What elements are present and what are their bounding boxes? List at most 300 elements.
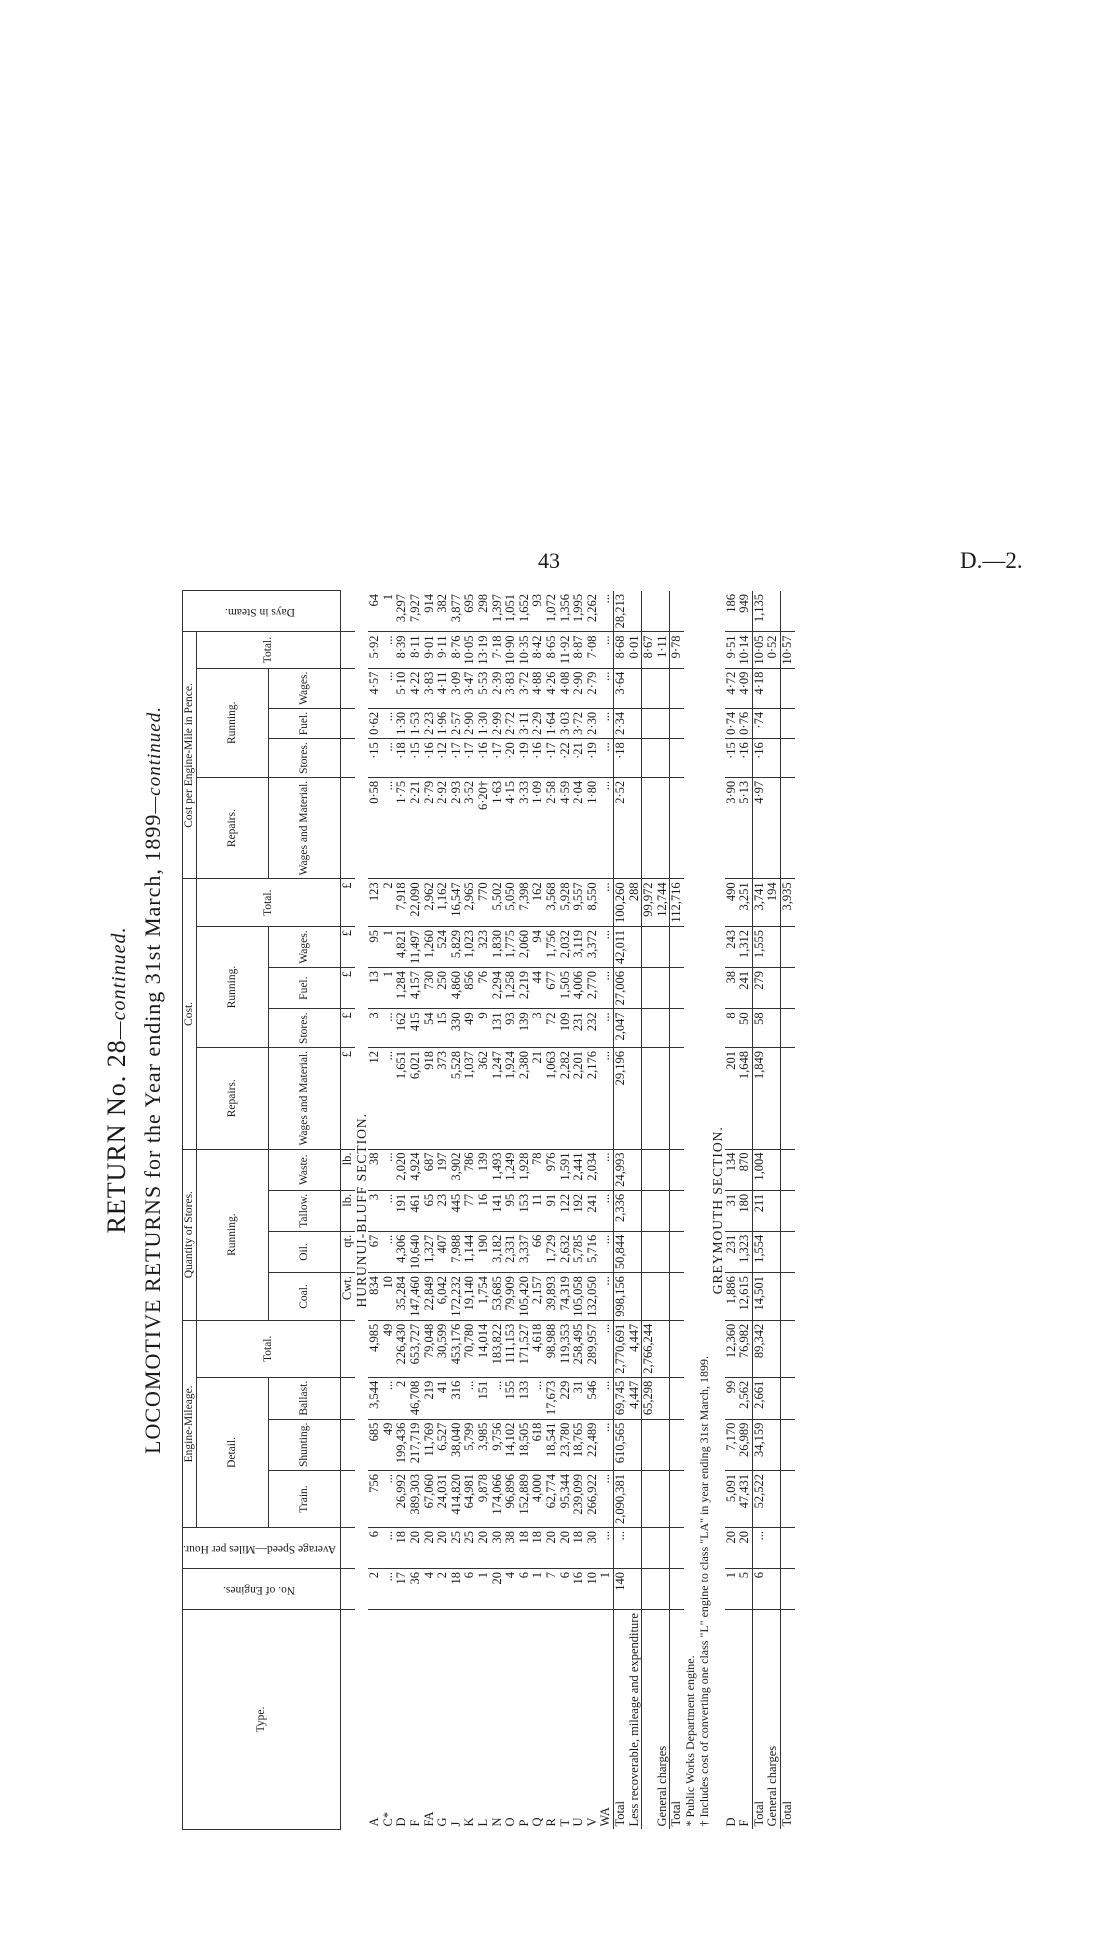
table-cell: 152,889	[518, 1471, 532, 1528]
table-cell: 6	[559, 1569, 573, 1610]
col-cost-fuel: Fuel.	[269, 967, 341, 1008]
table-cell: ...	[599, 1528, 613, 1569]
table-cell: 50	[738, 1009, 752, 1048]
gm-general-charges-row-cell: 0·52	[766, 632, 780, 668]
table-cell: 4	[504, 1569, 518, 1610]
col-cpm-total: Total.	[197, 632, 341, 668]
less-recoverable-row-empty	[628, 708, 642, 738]
table-cell: 4,860	[450, 967, 464, 1008]
table-cell: 5,829	[450, 927, 464, 968]
page-number: 43	[538, 548, 560, 573]
table-cell: 1,072	[545, 591, 559, 632]
table-cell: 1,754	[477, 1273, 491, 1321]
table-cell: ·17	[463, 739, 477, 778]
table-cell: 4,000	[531, 1471, 545, 1528]
total-cell: 52,522	[752, 1471, 766, 1528]
total-cell: 2·52	[613, 777, 627, 879]
col-days-steam	[183, 591, 341, 632]
gm-general-charges-row-empty	[766, 1471, 780, 1528]
section-row	[355, 591, 369, 1830]
subtotal-row-empty	[642, 1009, 656, 1048]
table-cell: ...	[491, 1377, 505, 1419]
less-recoverable-row-empty	[628, 1231, 642, 1272]
row-type: L	[476, 1818, 491, 1827]
general-charges-row-cell: 1·11	[656, 632, 670, 668]
gm-general-charges-row-empty	[766, 777, 780, 879]
table-cell: 2,176	[586, 1047, 600, 1149]
gm-general-charges-row-empty	[766, 1009, 780, 1048]
unit-cell: £	[341, 1047, 355, 1149]
table-cell: 5·53	[477, 668, 491, 708]
table-cell: 1,284	[395, 967, 409, 1008]
general-charges-row-empty	[656, 1419, 670, 1470]
table-cell: 3,568	[545, 879, 559, 927]
general-charges-row-empty	[656, 1047, 670, 1149]
table-cell: 2,770	[586, 967, 600, 1008]
table-cell: ...	[599, 1419, 613, 1470]
table-cell: 99	[725, 1377, 739, 1419]
table-cell: 1	[599, 1569, 613, 1610]
grand-total-row-empty	[670, 1047, 684, 1149]
table-row	[382, 591, 396, 1830]
less-recoverable-row-cell: 4,447	[628, 1320, 642, 1377]
table-cell: 35,284	[395, 1273, 409, 1321]
table-cell: 4,618	[531, 1320, 545, 1377]
table-cell: 2·39	[491, 668, 505, 708]
table-row	[504, 591, 518, 1830]
table-cell: 26,989	[738, 1419, 752, 1470]
table-cell: 25	[450, 1528, 464, 1569]
table-cell: 190	[477, 1231, 491, 1272]
table-cell: 30	[586, 1528, 600, 1569]
table-cell: 1,651	[395, 1047, 409, 1149]
table-cell: 490	[725, 879, 739, 927]
table-row	[477, 591, 491, 1830]
subtotal-row-empty	[642, 1149, 656, 1190]
table-cell: 3·72	[518, 668, 532, 708]
table-cell: 4,306	[395, 1231, 409, 1272]
table-cell: 3·52	[463, 777, 477, 879]
less-recoverable-row-empty	[628, 1009, 642, 1048]
table-cell: ·15	[409, 739, 423, 778]
total-cell: 1,135	[752, 591, 766, 632]
table-cell: 2·90	[572, 668, 586, 708]
col-oil: Oil.	[269, 1231, 341, 1272]
table-cell: 2·29	[531, 708, 545, 738]
less-recoverable-row-label: Less recoverable, mileage and expenditure	[626, 1613, 641, 1827]
table-cell: 1,648	[738, 1047, 752, 1149]
table-row	[436, 591, 450, 1830]
table-cell: 4·08	[559, 668, 573, 708]
table-cell: 2,380	[518, 1047, 532, 1149]
table-cell: 20	[409, 1528, 423, 1569]
col-avg-speed-label: Average Speed—Miles per Hour.	[183, 1542, 337, 1555]
table-cell: 232	[586, 1009, 600, 1048]
table-row	[531, 591, 545, 1830]
table-cell: 2,201	[572, 1047, 586, 1149]
gm-general-charges-row-empty	[766, 927, 780, 968]
table-cell: ·15	[725, 739, 739, 778]
gm-general-charges-row-empty	[766, 1190, 780, 1231]
table-cell: 122	[559, 1190, 573, 1231]
total-cell: 4·18	[752, 668, 766, 708]
table-cell: 10·90	[504, 632, 518, 668]
table-cell: 10,640	[409, 1231, 423, 1272]
table-cell: 4·15	[504, 777, 518, 879]
table-cell: 2,157	[531, 1273, 545, 1321]
gm-general-charges-row-empty	[766, 1569, 780, 1610]
table-cell: 2	[368, 1569, 382, 1610]
less-recoverable-row	[628, 591, 642, 1830]
table-cell: 23	[436, 1190, 450, 1231]
table-cell: 7·18	[491, 632, 505, 668]
table-cell: 1,023	[463, 927, 477, 968]
gm-general-charges-row-empty	[766, 1377, 780, 1419]
total-cell: 279	[752, 967, 766, 1008]
col-tallow: Tallow.	[269, 1190, 341, 1231]
main-title-cont: —continued.	[144, 706, 165, 814]
table-cell: 695	[463, 591, 477, 632]
gm-general-charges-row-empty	[766, 1528, 780, 1569]
table-cell: 5,785	[572, 1231, 586, 1272]
table-cell: 2·04	[572, 777, 586, 879]
table-cell: 4·72	[725, 668, 739, 708]
subtotal-row-empty	[642, 1231, 656, 1272]
table-cell: 217,719	[409, 1419, 423, 1470]
less-recoverable-row-empty	[628, 1419, 642, 1470]
table-cell: 3,544	[368, 1377, 382, 1419]
grand-total-row-empty	[670, 668, 684, 708]
table-cell: 976	[545, 1149, 559, 1190]
total-cell: 2,336	[613, 1190, 627, 1231]
table-cell: 2,632	[559, 1231, 573, 1272]
table-cell: ...	[382, 1569, 396, 1610]
general-charges-row-label: General charges	[654, 1745, 669, 1827]
row-type: G	[435, 1817, 450, 1827]
table-cell: 0·58	[368, 777, 382, 879]
table-cell: 10·14	[738, 632, 752, 668]
table-cell: ...	[599, 1320, 613, 1377]
table-cell: 5·92	[368, 632, 382, 668]
table-cell: 1·63	[491, 777, 505, 879]
general-charges-row-empty	[656, 1320, 670, 1377]
less-recoverable-row-empty	[628, 1273, 642, 1321]
table-cell: 1,260	[423, 927, 437, 968]
table-cell: 7,398	[518, 879, 532, 927]
table-cell: 162	[531, 879, 545, 927]
table-cell: 192	[572, 1190, 586, 1231]
table-cell: ·17	[450, 739, 464, 778]
table-cell: 119,353	[559, 1320, 573, 1377]
table-cell: 241	[738, 967, 752, 1008]
table-cell: 64	[368, 591, 382, 632]
col-cost-running: Running.	[197, 927, 269, 1048]
row-type: K	[462, 1817, 477, 1827]
total-cell: 69,745	[613, 1377, 627, 1419]
table-cell: ...	[531, 1377, 545, 1419]
table-cell: 3	[368, 1190, 382, 1231]
gm-general-charges-row-empty	[766, 591, 780, 632]
row-type: T	[557, 1818, 572, 1827]
col-detail: Detail.	[197, 1377, 269, 1527]
row-type: FA	[421, 1811, 436, 1827]
general-charges-row-empty	[656, 1231, 670, 1272]
gm-general-charges-row-empty	[766, 708, 780, 738]
table-cell: 6,042	[436, 1273, 450, 1321]
table-cell: 14,014	[477, 1320, 491, 1377]
table-cell: 18,505	[518, 1419, 532, 1470]
table-row	[450, 591, 464, 1830]
row-type: F	[737, 1819, 752, 1827]
table-cell: 2,060	[518, 927, 532, 968]
table-cell: 2,962	[423, 879, 437, 927]
table-cell: 918	[423, 1047, 437, 1149]
subtotal-row-cell: 8·67	[642, 632, 656, 668]
general-charges-row-empty	[656, 1009, 670, 1048]
table-cell: 677	[545, 967, 559, 1008]
table-cell: 65	[423, 1190, 437, 1231]
table-cell: 1,323	[738, 1231, 752, 1272]
table-cell: 76,982	[738, 1320, 752, 1377]
table-cell: 18,765	[572, 1419, 586, 1470]
table-cell: ...	[599, 777, 613, 879]
table-cell: 2·93	[450, 777, 464, 879]
table-cell: 4,157	[409, 967, 423, 1008]
table-cell: 12,615	[738, 1273, 752, 1321]
table-cell: 9·51	[725, 632, 739, 668]
unit-cell: £	[341, 1009, 355, 1048]
total-cell: 211	[752, 1190, 766, 1231]
table-cell: 3·09	[450, 668, 464, 708]
gm-grand-total-row	[781, 591, 795, 1830]
table-cell: 13·19	[477, 632, 491, 668]
table-cell: 219	[423, 1377, 437, 1419]
table-cell: 6	[518, 1569, 532, 1610]
general-charges-row-empty	[656, 927, 670, 968]
table-cell: 11·92	[559, 632, 573, 668]
table-cell: 382	[436, 591, 450, 632]
table-cell: 2·92	[436, 777, 450, 879]
table-cell: 445	[450, 1190, 464, 1231]
table-cell: 172,232	[450, 1273, 464, 1321]
table-cell: 94	[531, 927, 545, 968]
table-cell: 9,878	[477, 1471, 491, 1528]
less-recoverable-row-cell: 288	[628, 879, 642, 927]
table-cell: 2·99	[491, 708, 505, 738]
subtotal-row-empty	[642, 591, 656, 632]
grand-total-row-empty	[670, 967, 684, 1008]
table-cell: 1·75	[395, 777, 409, 879]
table-cell: 9·11	[436, 632, 450, 668]
gm-grand-total-row-empty	[781, 1009, 795, 1048]
table-cell: 8·39	[395, 632, 409, 668]
table-cell: 3·72	[572, 708, 586, 738]
table-cell: ·16	[531, 739, 545, 778]
less-recoverable-row-empty	[628, 967, 642, 1008]
gm-grand-total-row-empty	[781, 1320, 795, 1377]
table-cell: 201	[725, 1047, 739, 1149]
page-code: D.—2.	[960, 548, 1023, 573]
table-cell: 36	[409, 1569, 423, 1610]
less-recoverable-row-cell: 4,447	[628, 1377, 642, 1419]
table-cell: 316	[450, 1377, 464, 1419]
less-recoverable-row-empty	[628, 1190, 642, 1231]
table-cell: ...	[382, 1231, 396, 1272]
col-cpm-wages-material: Wages and Material.	[269, 777, 341, 879]
table-cell: 1	[725, 1569, 739, 1610]
table-cell: 373	[436, 1047, 450, 1149]
table-cell: ...	[599, 1149, 613, 1190]
table-cell: 685	[368, 1419, 382, 1470]
table-cell: 20	[545, 1528, 559, 1569]
gm-grand-total-row-empty	[781, 739, 795, 778]
rotated-table-block	[100, 70, 1060, 1830]
table-cell: 162	[395, 1009, 409, 1048]
grand-total-row-cell: 9·78	[670, 632, 684, 668]
total-cell: 6	[752, 1569, 766, 1610]
table-cell: 24,031	[436, 1471, 450, 1528]
grand-total-row-empty	[670, 1190, 684, 1231]
table-cell: 3,985	[477, 1419, 491, 1470]
table-cell: 834	[368, 1273, 382, 1321]
table-cell: 1·96	[436, 708, 450, 738]
locomotive-returns-table	[182, 590, 795, 1830]
total-cell: 2,661	[752, 1377, 766, 1419]
gm-grand-total-row-empty	[781, 708, 795, 738]
table-cell: ·18	[395, 739, 409, 778]
col-waste: Waste.	[269, 1149, 341, 1190]
table-cell: 3,337	[518, 1231, 532, 1272]
subtotal-row-empty	[642, 1047, 656, 1149]
table-cell: 250	[436, 967, 450, 1008]
table-cell: 6·20†	[477, 777, 491, 879]
table-cell: 3	[368, 1009, 382, 1048]
unit-cell	[341, 1320, 355, 1377]
table-cell: 78	[531, 1149, 545, 1190]
gm-grand-total-row-empty	[781, 777, 795, 879]
gm-grand-total-row-empty	[781, 1047, 795, 1149]
total-cell: 29,196	[613, 1047, 627, 1149]
col-mileage-total: Total.	[197, 1320, 341, 1377]
col-engine-mileage: Engine-Mileage.	[183, 1320, 197, 1527]
table-cell: 46,708	[409, 1377, 423, 1419]
table-cell: 18	[531, 1528, 545, 1569]
table-cell: 461	[409, 1190, 423, 1231]
table-cell: ·12	[436, 739, 450, 778]
table-cell: ·19	[518, 739, 532, 778]
table-cell: 132,050	[586, 1273, 600, 1321]
grand-total-row-empty	[670, 1231, 684, 1272]
table-cell: ...	[382, 708, 396, 738]
gm-grand-total-row-empty	[781, 927, 795, 968]
table-cell: 1,652	[518, 591, 532, 632]
table-cell: 453,176	[450, 1320, 464, 1377]
table-cell: 9,756	[491, 1419, 505, 1470]
table-cell: 105,420	[518, 1273, 532, 1321]
grand-total-row-empty	[670, 739, 684, 778]
general-charges-row-empty	[656, 1528, 670, 1569]
table-cell: 180	[738, 1190, 752, 1231]
table-cell: 3·83	[423, 668, 437, 708]
subtotal-row-cell: 65,298	[642, 1377, 656, 1419]
table-cell: 1·53	[409, 708, 423, 738]
table-cell: 2·58	[545, 777, 559, 879]
table-cell: ...	[599, 1273, 613, 1321]
table-cell: 2,282	[559, 1047, 573, 1149]
row-type: C*	[380, 1811, 395, 1827]
gm-grand-total-row-empty	[781, 967, 795, 1008]
gm-grand-total-row-empty	[781, 1569, 795, 1610]
gm-general-charges-row-empty	[766, 1047, 780, 1149]
table-cell: 4,821	[395, 927, 409, 968]
table-cell: 870	[738, 1149, 752, 1190]
table-cell: 151	[477, 1377, 491, 1419]
row-type: V	[584, 1817, 599, 1827]
table-cell: 10	[586, 1569, 600, 1610]
table-cell: 730	[423, 967, 437, 1008]
table-cell: 3,902	[450, 1149, 464, 1190]
gm-grand-total-row-empty	[781, 1419, 795, 1470]
table-cell: 4·26	[545, 668, 559, 708]
table-cell: 7,170	[725, 1419, 739, 1470]
table-cell: 47,431	[738, 1471, 752, 1528]
table-cell: 7·08	[586, 632, 600, 668]
section-title: GREYMOUTH SECTION.	[710, 1126, 726, 1295]
table-cell: 77	[463, 1190, 477, 1231]
table-cell: 241	[586, 1190, 600, 1231]
table-cell: 289,957	[586, 1320, 600, 1377]
table-cell: 756	[368, 1471, 382, 1528]
table-cell: ...	[599, 632, 613, 668]
grand-total-row-empty	[670, 1273, 684, 1321]
col-cost: Cost.	[183, 879, 197, 1149]
table-cell: 3,182	[491, 1231, 505, 1272]
table-cell: 2,020	[395, 1149, 409, 1190]
table-cell: 18	[572, 1528, 586, 1569]
table-cell: 298	[477, 591, 491, 632]
table-cell: 12	[368, 1047, 382, 1149]
table-cell: 70,780	[463, 1320, 477, 1377]
subtotal-row-empty	[642, 739, 656, 778]
table-cell: 6	[463, 1569, 477, 1610]
table-cell: 1,037	[463, 1047, 477, 1149]
section-title: HURUNUI-BLUFF SECTION.	[353, 1112, 369, 1308]
table-cell: 15	[436, 1009, 450, 1048]
table-cell: 49	[382, 1320, 396, 1377]
general-charges-row-empty	[656, 1149, 670, 1190]
table-cell: 8,550	[586, 879, 600, 927]
table-cell: 1,505	[559, 967, 573, 1008]
total-cell: ·16	[752, 739, 766, 778]
gm-grand-total-row-empty	[781, 1471, 795, 1528]
less-recoverable-row-empty	[628, 1528, 642, 1569]
table-row	[559, 591, 573, 1830]
total-cell: 50,844	[613, 1231, 627, 1272]
table-cell: 4,006	[572, 967, 586, 1008]
table-cell: 1	[531, 1569, 545, 1610]
table-row	[463, 591, 477, 1830]
subtotal-row-empty	[642, 668, 656, 708]
table-cell: 11,497	[409, 927, 423, 968]
gm-grand-total-row-empty	[781, 1231, 795, 1272]
table-cell: ...	[382, 1471, 396, 1528]
gm-general-charges-row-empty	[766, 1320, 780, 1377]
subtotal-row-empty	[642, 777, 656, 879]
gm-general-charges-row-empty	[766, 1231, 780, 1272]
unit-cell: £	[341, 879, 355, 927]
table-cell: 1,051	[504, 591, 518, 632]
table-cell: 653,727	[409, 1320, 423, 1377]
